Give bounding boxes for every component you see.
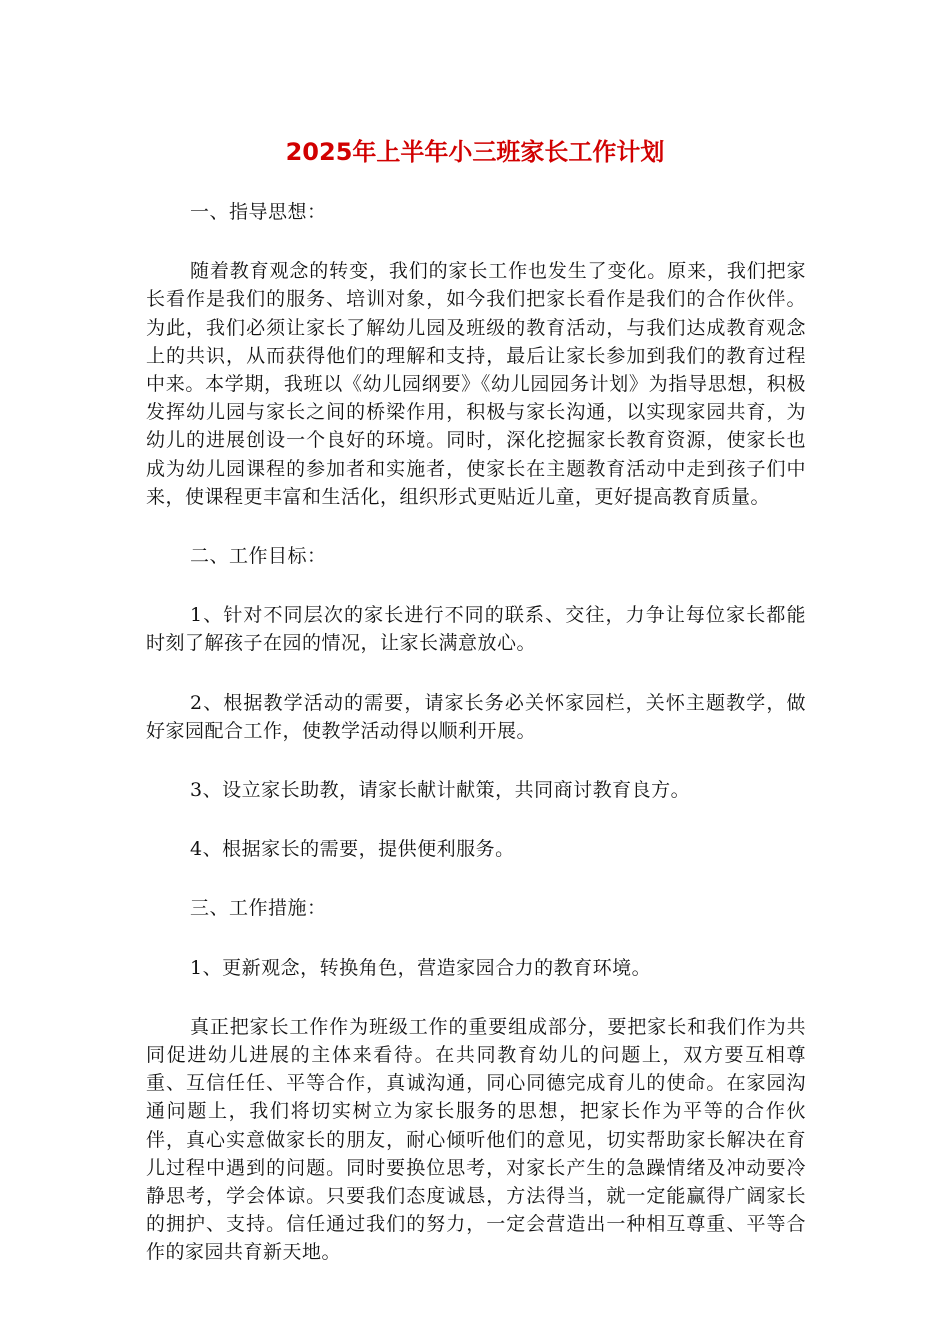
section-heading-guiding-ideology: 一、指导思想： (190, 201, 327, 223)
section-heading-work-measures: 三、工作措施： (190, 897, 327, 920)
goal-item-3: 3、设立家长助教，请家长献计献策，共同商讨教育良方。 (190, 779, 691, 802)
paragraph-measure-detail: 真正把家长工作作为班级工作的重要组成部分，要把家长和我们作为共同促进幼儿进展的主体来看待。在共同教育幼儿的问题上，双方要互相尊重、互信任任、平等合作，真诚沟通，同心同德完成育儿的使命。在家园沟通问题上，我们将切实树立为家长服务的思想，把家长作为平等的合作伙伴，真心实意做家长的朋友，耐心倾听他们的意见，切实帮助家长解决在育儿过程中遇到的问题。同时要换位思考，对家长产生的急躁情绪及冲动要冷静思考，学会体谅。只要我们态度诚恳，方法得当，就一定能赢得广阔家长的拥护、支持。信任通过我们的努力，一定会营造出一种相互尊重、平等合作的家园共育新天地。 (146, 1015, 806, 1264)
document-body (146, 198, 806, 1267)
goal-item-2: 2、根据教学活动的需要，请家长务必关怀家园栏，关怀主题教学，做好家园配合工作，使教学活动得以顺利开展。 (146, 691, 806, 742)
measure-item-1: 1、更新观念，转换角色，营造家园合力的教育环境。 (190, 956, 652, 979)
section-heading-work-goals: 二、工作目标： (190, 545, 327, 568)
goal-item-4: 4、根据家长的需要，提供便利服务。 (190, 838, 515, 861)
paragraph-guiding-ideology: 随着教育观念的转变，我们的家长工作也发生了变化。原来，我们把家长看作是我们的服务、培训对象，如今我们把家长看作是我们的合作伙伴。为此，我们必须让家长了解幼儿园及班级的教育活动，与我们达成教育观念上的共识，从而获得他们的理解和支持，最后让家长参加到我们的教育过程中来。本学期，我班以《幼儿园纲要》《幼儿园园务计划》为指导思想，积极发挥幼儿园与家长之间的桥梁作用，积极与家长沟通，以实现家园共育，为幼儿的进展创设一个良好的环境。同时，深化挖掘家长教育资源，使家长也成为幼儿园课程的参加者和实施者，使家长在主题教育活动中走到孩子们中来，使课程更丰富和生活化，组织形式更贴近儿童，更好提高教育质量。 (146, 260, 806, 508)
goal-item-1: 1、针对不同层次的家长进行不同的联系、交往，力争让每位家长都能时刻了解孩子在园的情况，让家长满意放心。 (146, 604, 806, 655)
document-title: 2025年上半年小三班家长工作计划 (285, 138, 665, 166)
